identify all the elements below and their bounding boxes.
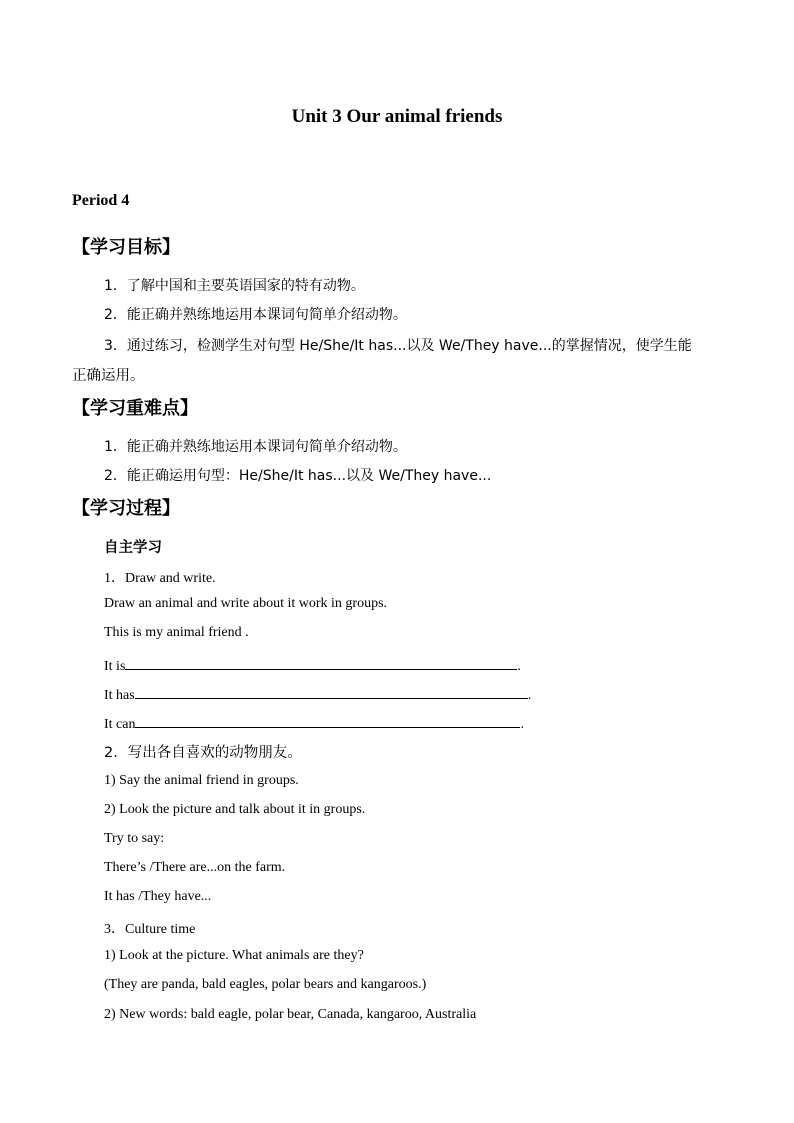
exercise-2-step-1: 1) Say the animal friend in groups. xyxy=(104,773,299,788)
key-point-item-1: 1．能正确并熟练地运用本课词句简单介绍动物。 xyxy=(104,439,407,455)
objective-item-2: 2．能正确并熟练地运用本课词句简单介绍动物。 xyxy=(104,307,407,323)
objective-item-1: 1．了解中国和主要英语国家的特有动物。 xyxy=(104,278,365,294)
blank-line-prefix: It has xyxy=(104,688,135,703)
blank-line-it-has xyxy=(104,684,531,704)
fill-in-blank[interactable] xyxy=(125,655,517,670)
fill-in-blank[interactable] xyxy=(135,713,520,728)
exercise-1-title: 1．Draw and write. xyxy=(104,571,216,586)
blank-line-period: . xyxy=(520,717,524,732)
exercise-3-new-words: 2) New words: bald eagle, polar bear, Canada, kangaroo, Australia xyxy=(104,1007,477,1022)
blank-line-prefix: It can xyxy=(104,717,136,732)
exercise-3-answer: (They are panda, bald eagles, polar bears and kangaroos.) xyxy=(104,977,427,992)
period-label: Period 4 xyxy=(72,192,130,209)
fill-in-blank[interactable] xyxy=(135,684,528,699)
exercise-3-step-1: 1) Look at the picture. What animals are they? xyxy=(104,948,364,963)
exercise-3-title: 3．Culture time xyxy=(104,922,196,937)
exercise-1-sentence: This is my animal friend . xyxy=(104,625,249,640)
exercise-2-title: 2．写出各自喜欢的动物朋友。 xyxy=(104,745,302,761)
key-points-heading: 【学习重难点】 xyxy=(72,398,198,419)
process-heading: 【学习过程】 xyxy=(72,498,180,519)
blank-line-it-is xyxy=(104,655,521,675)
try-to-say-label: Try to say: xyxy=(104,831,165,846)
self-study-subheading: 自主学习 xyxy=(104,540,162,556)
key-point-item-2: 2．能正确运用句型：He/She/It has...以及 We/They have... xyxy=(104,468,492,484)
objective-item-3-continued: 正确运用。 xyxy=(72,368,145,384)
blank-line-period: . xyxy=(517,659,521,674)
sentence-pattern-1: There’s /There are...on the farm. xyxy=(104,860,286,875)
objective-item-3: 3．通过练习，检测学生对句型 He/She/It has...以及 We/They have...的掌握情况，使学生能 xyxy=(104,338,692,354)
page-title: Unit 3 Our animal friends xyxy=(291,106,503,127)
blank-line-it-can xyxy=(104,713,524,733)
sentence-pattern-2: It has /They have... xyxy=(104,889,212,904)
blank-line-period: . xyxy=(527,688,532,703)
blank-line-prefix: It is xyxy=(104,659,126,674)
objectives-heading: 【学习目标】 xyxy=(72,237,180,258)
exercise-1-instruction: Draw an animal and write about it work in groups. xyxy=(104,596,388,611)
exercise-2-step-2: 2) Look the picture and talk about it in groups. xyxy=(104,802,366,817)
